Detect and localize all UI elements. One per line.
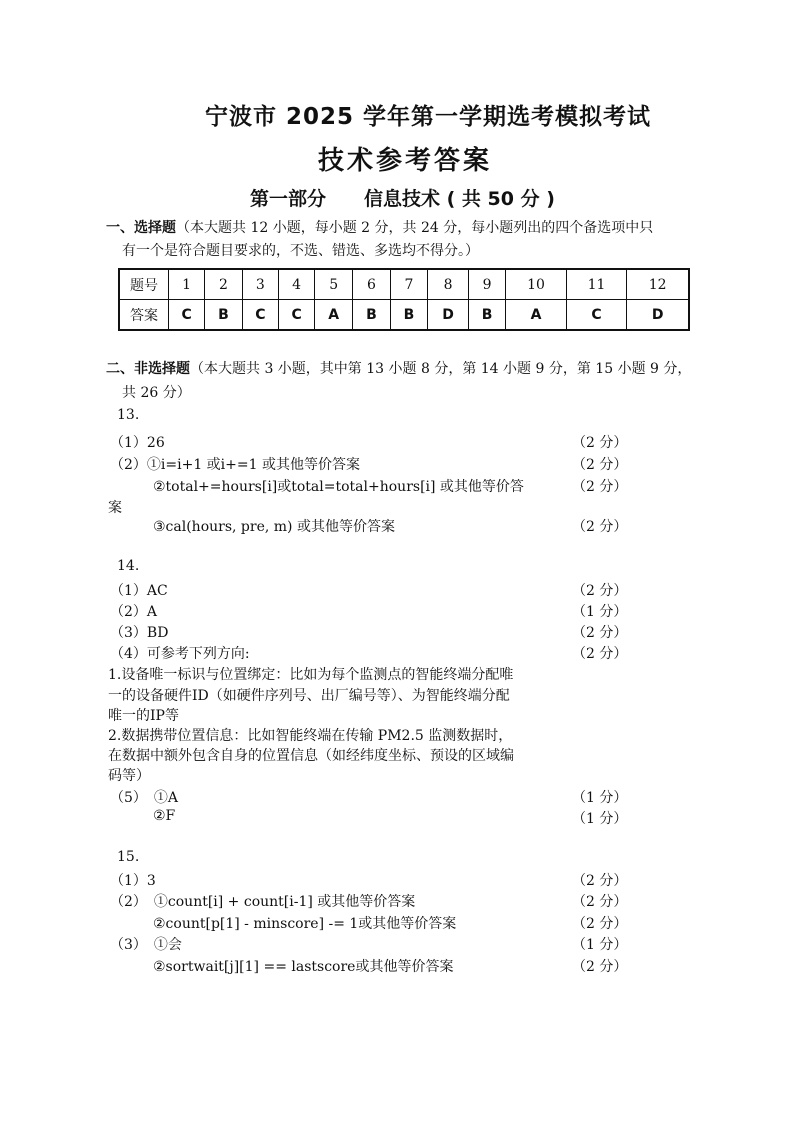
answer-cell: A: [506, 300, 566, 331]
q14-line-5: 1.设备唯一标识与位置绑定：比如为每个监测点的智能终端分配唯: [108, 667, 514, 683]
q14-line-3: （3）BD: [110, 625, 169, 641]
answer-table-answer-row: [119, 300, 689, 331]
section2-desc-2: 共 26 分）: [122, 385, 191, 401]
q15-line-5: ②sortwait[j][1] == lastscore或其他等价答案: [153, 959, 454, 975]
q13-line-2: （2）①i=i+1 或i+=1 或其他等价答案: [110, 457, 360, 473]
answer-cell: C: [169, 300, 205, 331]
q14-line-10: 码等）: [108, 768, 150, 784]
section1-desc-2: 有一个是符合题目要求的，不选、错选、多选均不得分。）: [122, 243, 479, 259]
answer-table: [118, 268, 690, 331]
question-number: 12: [627, 269, 689, 300]
q15-line-3: ②count[p[1] - minscore] -= 1或其他等价答案: [153, 916, 457, 932]
question-number: 4: [278, 269, 314, 300]
q14-score-11: （1 分）: [572, 790, 628, 806]
q13-number: 13.: [117, 407, 140, 423]
q13-score-2: （2 分）: [572, 457, 628, 473]
answer-cell: C: [242, 300, 278, 331]
question-number: 6: [353, 269, 391, 300]
q15-score-1: （2 分）: [572, 873, 628, 889]
q13-score-5: （2 分）: [572, 519, 628, 535]
section1-label: 一、选择题: [106, 220, 176, 236]
q15-line-2: （2） ①count[i] + count[i-1] 或其他等价答案: [110, 894, 416, 910]
exam-title: 宁波市 2025 学年第一学期选考模拟考试: [205, 104, 652, 130]
q13-line-5: ③cal(hours, pre, m) 或其他等价答案: [153, 519, 395, 535]
question-number: 11: [566, 269, 626, 300]
q14-line-9: 在数据中额外包含自身的位置信息（如经纬度坐标、预设的区域编: [108, 748, 514, 764]
answer-key-title: 技术参考答案: [318, 146, 493, 176]
q13-score-1: （2 分）: [572, 435, 628, 451]
q15-line-4: （3） ①会: [110, 937, 182, 953]
section1-desc-1: （本大题共 12 小题，每小题 2 分，共 24 分，每小题列出的四个备选项中只: [176, 220, 654, 236]
answer-cell: B: [468, 300, 506, 331]
table-header-answer: 答案: [119, 300, 169, 331]
q15-score-2: （2 分）: [572, 894, 628, 910]
question-number: 2: [205, 269, 243, 300]
table-header-question-number: 题号: [119, 269, 169, 300]
q15-line-1: （1）3: [110, 873, 156, 889]
part-heading: 第一部分 信息技术 ( 共 50 分 ): [250, 188, 555, 210]
q13-line-3: ②total+=hours[i]或total=total+hours[i] 或其他等价答: [153, 479, 524, 495]
q13-score-3: （2 分）: [572, 479, 628, 495]
answer-cell: D: [627, 300, 689, 331]
answer-cell: C: [566, 300, 626, 331]
q13-line-1: （1）26: [110, 435, 165, 451]
q15-score-5: （2 分）: [572, 959, 628, 975]
q14-line-4: （4）可参考下列方向:: [110, 646, 250, 662]
q15-number: 15.: [117, 849, 140, 865]
q14-number: 14.: [117, 558, 140, 574]
question-number: 5: [315, 269, 353, 300]
answer-cell: A: [315, 300, 353, 331]
q14-score-1: （2 分）: [572, 583, 628, 599]
question-number: 3: [242, 269, 278, 300]
question-number: 10: [506, 269, 566, 300]
q14-line-2: （2）A: [110, 604, 158, 620]
q14-score-12: （1 分）: [572, 811, 628, 827]
answer-table-number-row: [119, 269, 689, 300]
section2-label: 二、非选择题: [106, 361, 190, 377]
answer-cell: B: [353, 300, 391, 331]
q14-line-12: ②F: [153, 808, 176, 824]
section2-desc-1: （本大题共 3 小题，其中第 13 小题 8 分，第 14 小题 9 分，第 15 小题 9 分，: [190, 361, 692, 377]
q13-line-4: 案: [108, 500, 122, 516]
answer-cell: C: [278, 300, 314, 331]
q14-line-6: 一的设备硬件ID（如硬件序列号、出厂编号等）、为智能终端分配: [108, 688, 510, 704]
section2-intro: [106, 356, 691, 382]
q14-score-4: （2 分）: [572, 646, 628, 662]
q15-score-3: （2 分）: [572, 916, 628, 932]
q14-line-7: 唯一的IP等: [108, 708, 179, 724]
question-number: 8: [428, 269, 469, 300]
q14-score-3: （2 分）: [572, 625, 628, 641]
answer-cell: B: [390, 300, 428, 331]
q15-score-4: （1 分）: [572, 937, 628, 953]
question-number: 1: [169, 269, 205, 300]
q14-line-11: （5） ①A: [110, 790, 179, 806]
q14-line-8: 2.数据携带位置信息：比如智能终端在传输 PM2.5 监测数据时，: [108, 728, 513, 744]
answer-cell: D: [428, 300, 469, 331]
q14-score-2: （1 分）: [572, 604, 628, 620]
answer-cell: B: [205, 300, 243, 331]
q14-line-1: （1）AC: [110, 583, 168, 599]
question-number: 9: [468, 269, 506, 300]
question-number: 7: [390, 269, 428, 300]
